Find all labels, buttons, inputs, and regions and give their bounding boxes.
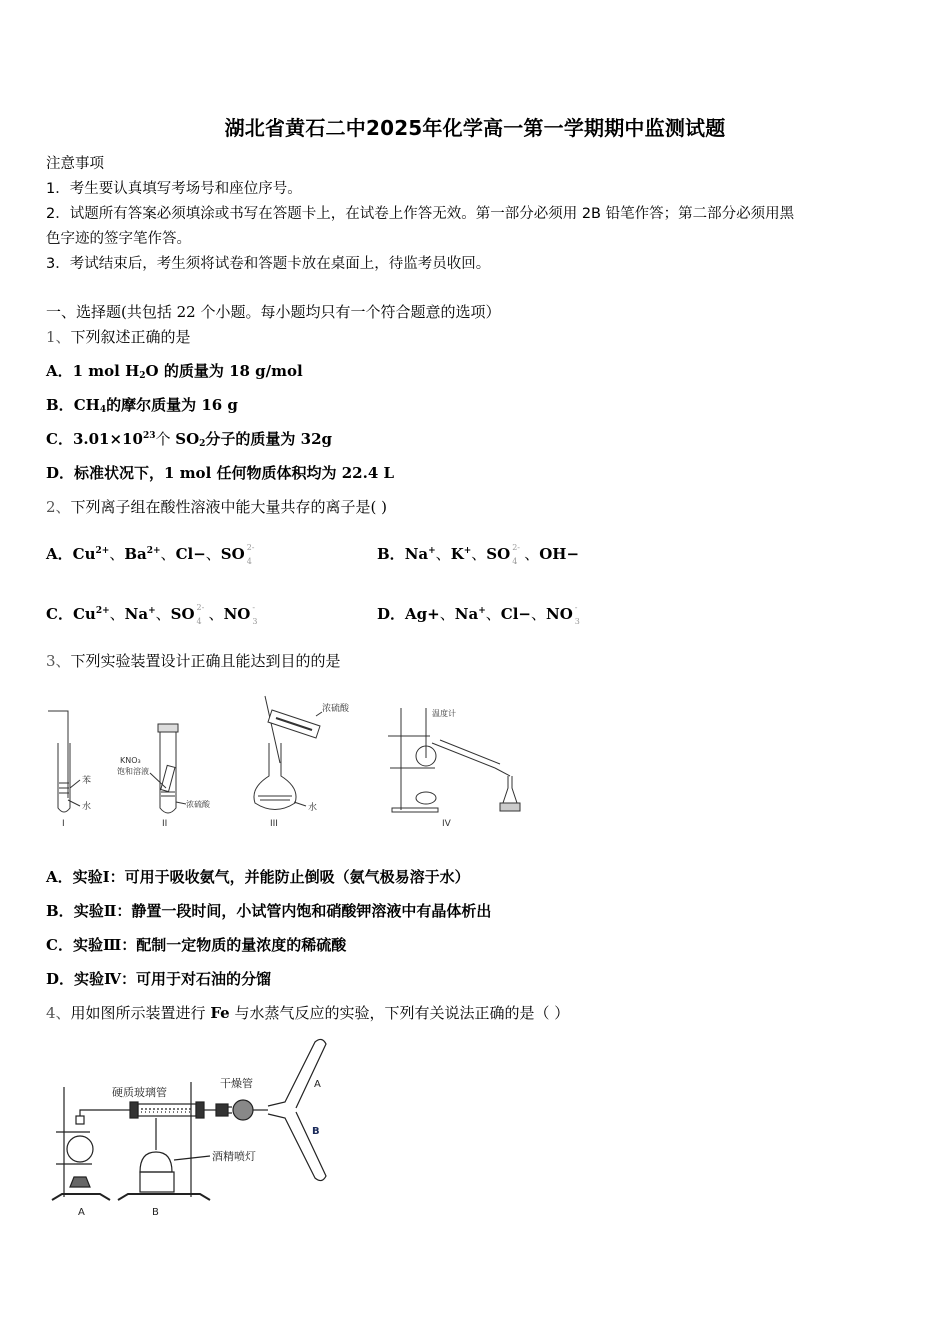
ion: OH (539, 545, 567, 563)
question-2-option-b[interactable] (377, 543, 579, 564)
charge: - (252, 603, 256, 612)
separator: 、 (524, 545, 540, 563)
subscript: 4 (512, 557, 518, 566)
apparatus-iii-icon (254, 696, 350, 829)
charge: + (148, 606, 156, 616)
separator: 、 (530, 605, 546, 623)
ion: SO (220, 545, 245, 563)
question-4-stem (46, 1002, 569, 1023)
charge: + (478, 606, 486, 616)
collection-tubes-icon (268, 1039, 326, 1180)
ion: Cu (72, 605, 96, 623)
charge: - (574, 603, 578, 612)
svg-text:II: II (162, 819, 168, 829)
apparatus-ii-icon (117, 724, 211, 829)
drying-tube-icon (204, 1076, 268, 1120)
charge: 2+ (146, 546, 161, 556)
question-number: 3、 (46, 652, 71, 670)
charge: 2- (512, 543, 520, 552)
svg-text:A: A (314, 1079, 321, 1090)
separator: 、 (109, 605, 125, 623)
option-text: 任何物质体积均为 (216, 464, 337, 482)
notice-item-3: 3．考试结束后，考生须将试卷和答题卡放在桌面上，待监考员收回。 (46, 256, 491, 272)
svg-text:饱和溶液: 饱和溶液 (117, 767, 149, 776)
option-text: 32g (295, 430, 333, 448)
subscript: 3 (574, 617, 580, 626)
flask-stand-a-icon (52, 1087, 120, 1218)
ion: Ag (405, 605, 428, 623)
charge: − (518, 605, 531, 623)
subscript: 4 (246, 557, 252, 566)
option-label: C． (46, 430, 73, 448)
option-text: 22.4 L (336, 464, 395, 482)
charge: + (427, 605, 440, 623)
ion: NO (545, 605, 573, 623)
svg-text:B: B (152, 1207, 159, 1218)
svg-text:I: I (62, 819, 65, 829)
option-text: 分子的质量为 (205, 430, 296, 448)
option-label: A． (46, 868, 73, 886)
option-label: D． (377, 605, 406, 623)
separator: 、 (485, 605, 501, 623)
ion: NO (223, 605, 251, 623)
svg-text:B: B (312, 1126, 320, 1137)
separator: 、 (208, 605, 224, 623)
charge: 2- (246, 543, 255, 552)
separator: 、 (109, 545, 125, 563)
option-text: SO (175, 430, 200, 448)
question-3-option-b[interactable] (46, 900, 491, 921)
option-label: A． (46, 545, 73, 563)
svg-text:硬质玻璃管: 硬质玻璃管 (112, 1086, 167, 1099)
charge: 2+ (95, 606, 110, 616)
separator: 、 (205, 545, 221, 563)
superscript: 23 (142, 431, 156, 441)
svg-text:酒精喷灯: 酒精喷灯 (212, 1150, 256, 1163)
ion: Cu (72, 545, 96, 563)
question-2-option-c[interactable] (46, 603, 258, 626)
option-text: 3.01×10 (72, 430, 143, 448)
ion: SO (170, 605, 195, 623)
question-2-stem (46, 496, 387, 517)
separator: 、 (471, 545, 487, 563)
option-text: O (145, 362, 164, 380)
charge: + (428, 546, 436, 556)
ion: SO (486, 545, 511, 563)
separator: 、 (439, 605, 455, 623)
question-3-option-a[interactable] (46, 866, 470, 887)
separator: 、 (155, 605, 171, 623)
option-text: 实验Ⅰ：可用于吸收氨气，并能防止倒吸（氨气极易溶于水） (72, 868, 470, 886)
option-label: D． (46, 464, 75, 482)
svg-text:IV: IV (442, 819, 451, 829)
svg-text:III: III (270, 819, 278, 829)
ion: Na (124, 605, 149, 623)
hard-glass-tube-icon (112, 1085, 204, 1118)
ion: K (450, 545, 464, 563)
ion: Na (454, 605, 479, 623)
option-text: 1 mol H (72, 362, 140, 380)
notice-item-2-cont: 色字迹的签字笔作答。 (46, 231, 191, 247)
notice-item-2: 2．试题所有答案必须填涂或书写在答题卡上，在试卷上作答无效。第一部分必须用 2B 铅笔作答；第二部分必须用黑 (46, 206, 795, 222)
question-text: 下列离子组在酸性溶液中能大量共存的离子是( ) (70, 498, 388, 516)
option-text: 标准状况下， (74, 464, 165, 482)
separator: 、 (160, 545, 176, 563)
apparatus-i-icon (48, 711, 91, 829)
svg-text:水: 水 (308, 803, 318, 813)
apparatus-figure-q3 (40, 688, 560, 833)
question-text: 下列实验装置设计正确且能达到目的的是 (70, 652, 341, 670)
option-text: 实验Ⅱ：静置一段时间，小试管内饱和硝酸钾溶液中有晶体析出 (73, 902, 492, 920)
question-1-option-a[interactable] (46, 360, 303, 381)
option-text: 实验Ⅳ：可用于对石油的分馏 (74, 970, 272, 988)
option-text: 18 g/mol (223, 362, 303, 380)
option-text: 的质量为 (163, 362, 224, 380)
option-label: B． (46, 902, 74, 920)
charge: 2- (196, 603, 205, 612)
question-1-option-c[interactable] (46, 428, 332, 449)
question-number: 4、 (46, 1004, 71, 1022)
question-number: 2、 (46, 498, 71, 516)
svg-text:苯: 苯 (82, 776, 92, 786)
question-text: 用如图所示装置进行 (70, 1004, 211, 1022)
section-heading: 一、选择题(共包括 22 个小题。每小题均只有一个符合题意的选项） (46, 303, 501, 321)
svg-text:A: A (78, 1207, 85, 1218)
svg-text:干燥管: 干燥管 (220, 1077, 253, 1090)
option-label: A． (46, 362, 73, 380)
question-2-option-a[interactable] (46, 543, 255, 566)
svg-text:水: 水 (82, 802, 92, 812)
question-3-option-d[interactable] (46, 968, 271, 989)
apparatus-iv-icon (388, 708, 520, 829)
option-text: 个 (155, 430, 176, 448)
question-text: 下列叙述正确的是 (70, 328, 191, 346)
notice-heading: 注意事项 (46, 156, 104, 172)
option-label: D． (46, 970, 75, 988)
subscript: 3 (252, 617, 258, 626)
subscript: 2 (199, 439, 206, 449)
option-text: 实验Ⅲ：配制一定物质的量浓度的稀硫酸 (72, 936, 347, 954)
page-title: 湖北省黄石二中2025年化学高一第一学期期中监测试题 (224, 116, 726, 140)
question-1-stem (46, 326, 191, 347)
option-text: 的摩尔质量为 (106, 396, 197, 414)
charge: 2+ (95, 546, 110, 556)
svg-text:KNO₃: KNO₃ (120, 756, 141, 765)
option-text: 1 mol (164, 464, 217, 482)
question-1-option-b[interactable] (46, 394, 238, 415)
charge: − (193, 545, 206, 563)
question-text: 与水蒸气反应的实验，下列有关说法正确的是（ ） (229, 1004, 570, 1022)
subscript: 4 (196, 617, 202, 626)
question-text: Fe (210, 1004, 230, 1022)
question-2-option-d[interactable] (377, 603, 580, 626)
ion: Na (404, 545, 429, 563)
subscript: 4 (99, 405, 107, 415)
separator: 、 (435, 545, 451, 563)
option-label: B． (46, 396, 74, 414)
option-label: C． (46, 605, 73, 623)
option-label: B． (377, 545, 405, 563)
apparatus-figure-q4 (40, 1032, 350, 1222)
svg-text:浓硫酸: 浓硫酸 (186, 800, 210, 809)
alcohol-burner-icon (118, 1082, 256, 1218)
question-number: 1、 (46, 328, 71, 346)
option-label: C． (46, 936, 73, 954)
question-1-option-d[interactable] (46, 462, 394, 483)
question-3-stem (46, 650, 341, 671)
charge: + (463, 546, 472, 556)
ion: Ba (124, 545, 147, 563)
charge: − (566, 545, 580, 563)
subscript: 2 (139, 371, 146, 381)
svg-text:浓硫酸: 浓硫酸 (322, 704, 350, 714)
ion: Cl (175, 545, 194, 563)
notice-item-1: 1．考生要认真填写考场号和座位序号。 (46, 181, 302, 197)
option-text: 16 g (196, 396, 238, 414)
ion: Cl (500, 605, 519, 623)
question-3-option-c[interactable] (46, 934, 346, 955)
option-text: CH (73, 396, 100, 414)
svg-text:温度计: 温度计 (432, 709, 456, 718)
